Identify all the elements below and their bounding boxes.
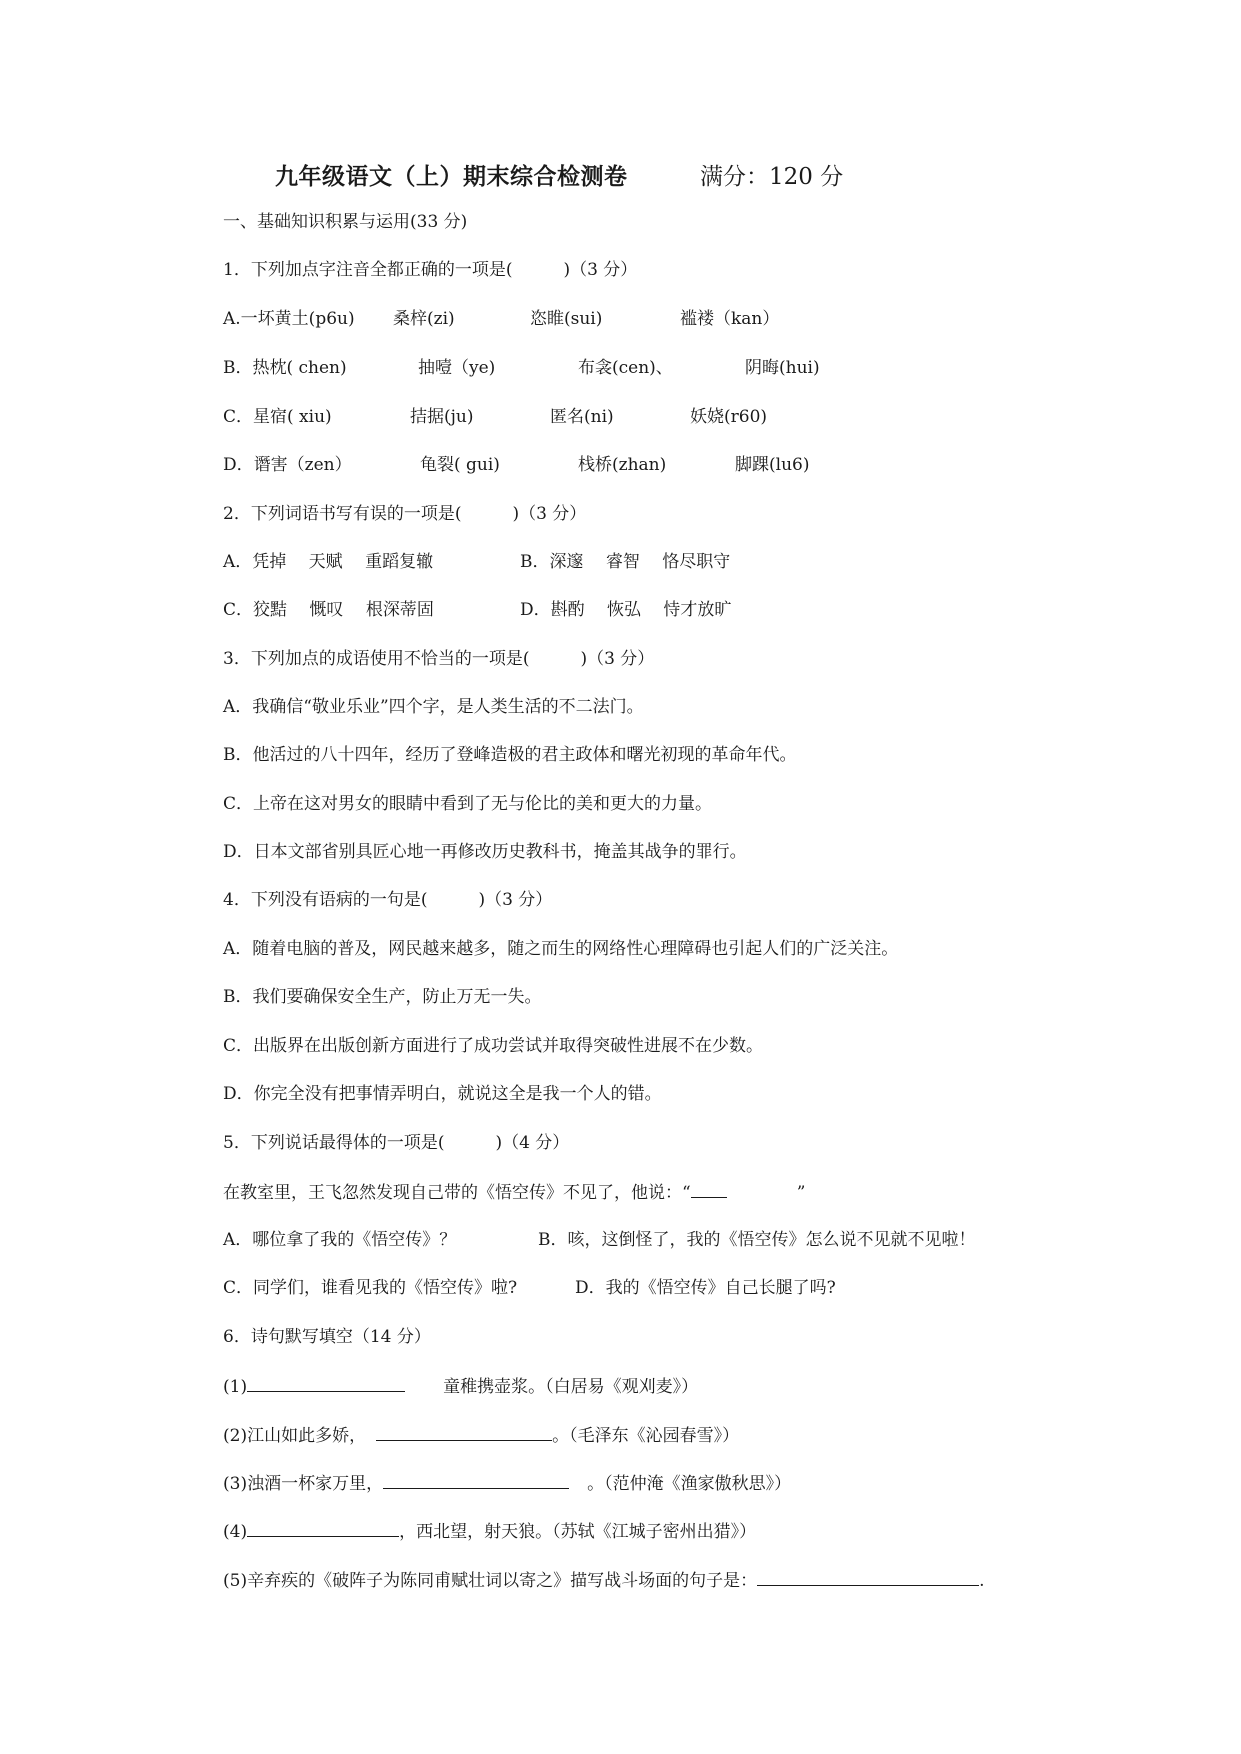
q5-answer-blank[interactable] bbox=[691, 1179, 727, 1198]
q6-item-5-pre: (5)辛弃疾的《破阵子为陈同甫赋壮词以寄之》描写战斗场面的句子是： bbox=[223, 1571, 758, 1591]
q6-item-2-pre: (2)江山如此多娇， bbox=[223, 1426, 367, 1446]
q6-item-2-blank[interactable] bbox=[376, 1422, 552, 1441]
q4-stem: 4．下列没有语病的一句是( )（3 分） bbox=[223, 890, 553, 910]
q4-option-b: B．我们要确保安全生产，防止万无一失。 bbox=[223, 987, 542, 1007]
q1-d-1: D．谮害（zen） bbox=[223, 455, 352, 475]
q6-item-2 bbox=[223, 1422, 739, 1448]
q1-b-1: B．热枕( chen) bbox=[223, 358, 347, 378]
full-score: 满分：120 分 bbox=[700, 164, 844, 190]
q2-option-a: A．凭掉 天赋 重蹈复辙 bbox=[223, 552, 434, 572]
q4-option-c: C．出版界在出版创新方面进行了成功尝试并取得突破性进展不在少数。 bbox=[223, 1036, 764, 1056]
q5-stem: 5．下列说话最得体的一项是( )（4 分） bbox=[223, 1133, 570, 1153]
q3-option-a: A．我确信“敬业乐业”四个字，是人类生活的不二法门。 bbox=[223, 697, 644, 717]
q6-item-5-post: . bbox=[979, 1571, 985, 1591]
q1-a-4: 褴褛（kan） bbox=[680, 309, 780, 329]
q6-item-3-post: 。（范仲淹《渔家傲秋思》） bbox=[587, 1474, 792, 1494]
q2-stem: 2．下列词语书写有误的一项是( )（3 分） bbox=[223, 504, 587, 524]
q1-d-2: 龟裂( gui) bbox=[420, 455, 500, 475]
q1-a-3: 恣睢(sui) bbox=[530, 309, 603, 329]
q1-b-2: 抽噎（ye) bbox=[418, 358, 496, 378]
q6-item-3-blank[interactable] bbox=[383, 1470, 569, 1489]
q1-a-2: 桑梓(zi) bbox=[393, 309, 455, 329]
q1-b-3: 布衾(cen)、 bbox=[578, 358, 673, 378]
q2-option-c: C．狡黠 慨叹 根深蒂固 bbox=[223, 600, 434, 620]
q2-option-b: B．深邃 睿智 恪尽职守 bbox=[520, 552, 731, 572]
q6-item-4 bbox=[223, 1518, 756, 1544]
q1-d-3: 栈桥(zhan) bbox=[578, 455, 667, 475]
q1-b-4: 阴晦(hui) bbox=[745, 358, 820, 378]
q5-context-end: ” bbox=[796, 1183, 806, 1203]
q3-option-c: C．上帝在这对男女的眼睛中看到了无与伦比的美和更大的力量。 bbox=[223, 794, 713, 814]
q6-item-1 bbox=[223, 1373, 698, 1399]
q6-item-5 bbox=[223, 1567, 985, 1593]
section-heading: 一、基础知识积累与运用(33 分) bbox=[223, 212, 468, 232]
q6-item-1-post: 童稚携壶浆。（白居易《观刈麦》） bbox=[443, 1377, 699, 1397]
q5-option-b: B．咳，这倒怪了，我的《悟空传》怎么说不见就不见啦！ bbox=[538, 1230, 976, 1250]
q6-item-4-blank[interactable] bbox=[247, 1518, 399, 1537]
q3-stem: 3．下列加点的成语使用不恰当的一项是( )（3 分） bbox=[223, 649, 655, 669]
q2-option-d: D．斟酌 恢弘 恃才放旷 bbox=[520, 600, 732, 620]
q6-item-2-post: 。（毛泽东《沁园春雪》） bbox=[552, 1426, 740, 1446]
q6-item-4-pre: (4) bbox=[223, 1522, 248, 1542]
q1-stem: 1．下列加点字注音全都正确的一项是( )（3 分） bbox=[223, 260, 638, 280]
q6-item-5-blank[interactable] bbox=[757, 1567, 979, 1586]
q6-item-1-blank[interactable] bbox=[247, 1373, 405, 1392]
q1-c-4: 妖娆(r60) bbox=[690, 407, 768, 427]
q1-c-2: 拮据(ju) bbox=[410, 407, 474, 427]
q4-option-d: D．你完全没有把事情弄明白，就说这全是我一个人的错。 bbox=[223, 1084, 662, 1104]
q1-c-1: C．星宿( xiu) bbox=[223, 407, 332, 427]
page-title: 九年级语文（上）期末综合检测卷 bbox=[275, 163, 628, 190]
q6-item-4-post: ，西北望，射天狼。（苏轼《江城子密州出猎》） bbox=[399, 1522, 757, 1542]
q6-item-3 bbox=[223, 1470, 791, 1496]
q6-stem: 6．诗句默写填空（14 分） bbox=[223, 1327, 431, 1347]
q5-option-c: C．同学们，谁看见我的《悟空传》啦? bbox=[223, 1278, 518, 1298]
q6-item-1-pre: (1) bbox=[223, 1377, 248, 1397]
q5-context-text: 在教室里，王飞忽然发现自己带的《悟空传》不见了，他说：“ bbox=[223, 1183, 691, 1203]
q3-option-d: D．日本文部省别具匠心地一再修改历史教科书，掩盖其战争的罪行。 bbox=[223, 842, 747, 862]
q1-d-4: 脚踝(lu6) bbox=[735, 455, 810, 475]
q1-a-1: A.一坏黄土(p6u) bbox=[223, 309, 355, 329]
q5-context bbox=[223, 1179, 805, 1205]
q5-option-a: A．哪位拿了我的《悟空传》？ bbox=[223, 1230, 457, 1250]
q1-c-3: 匿名(ni) bbox=[550, 407, 614, 427]
q4-option-a: A．随着电脑的普及，网民越来越多，随之而生的网络性心理障碍也引起人们的广泛关注。 bbox=[223, 939, 899, 959]
q3-option-b: B．他活过的八十四年，经历了登峰造极的君主政体和曙光初现的革命年代。 bbox=[223, 745, 797, 765]
q6-item-3-pre: (3)浊酒一杯家万里， bbox=[223, 1474, 384, 1494]
q5-option-d: D．我的《悟空传》自己长腿了吗? bbox=[575, 1278, 836, 1298]
